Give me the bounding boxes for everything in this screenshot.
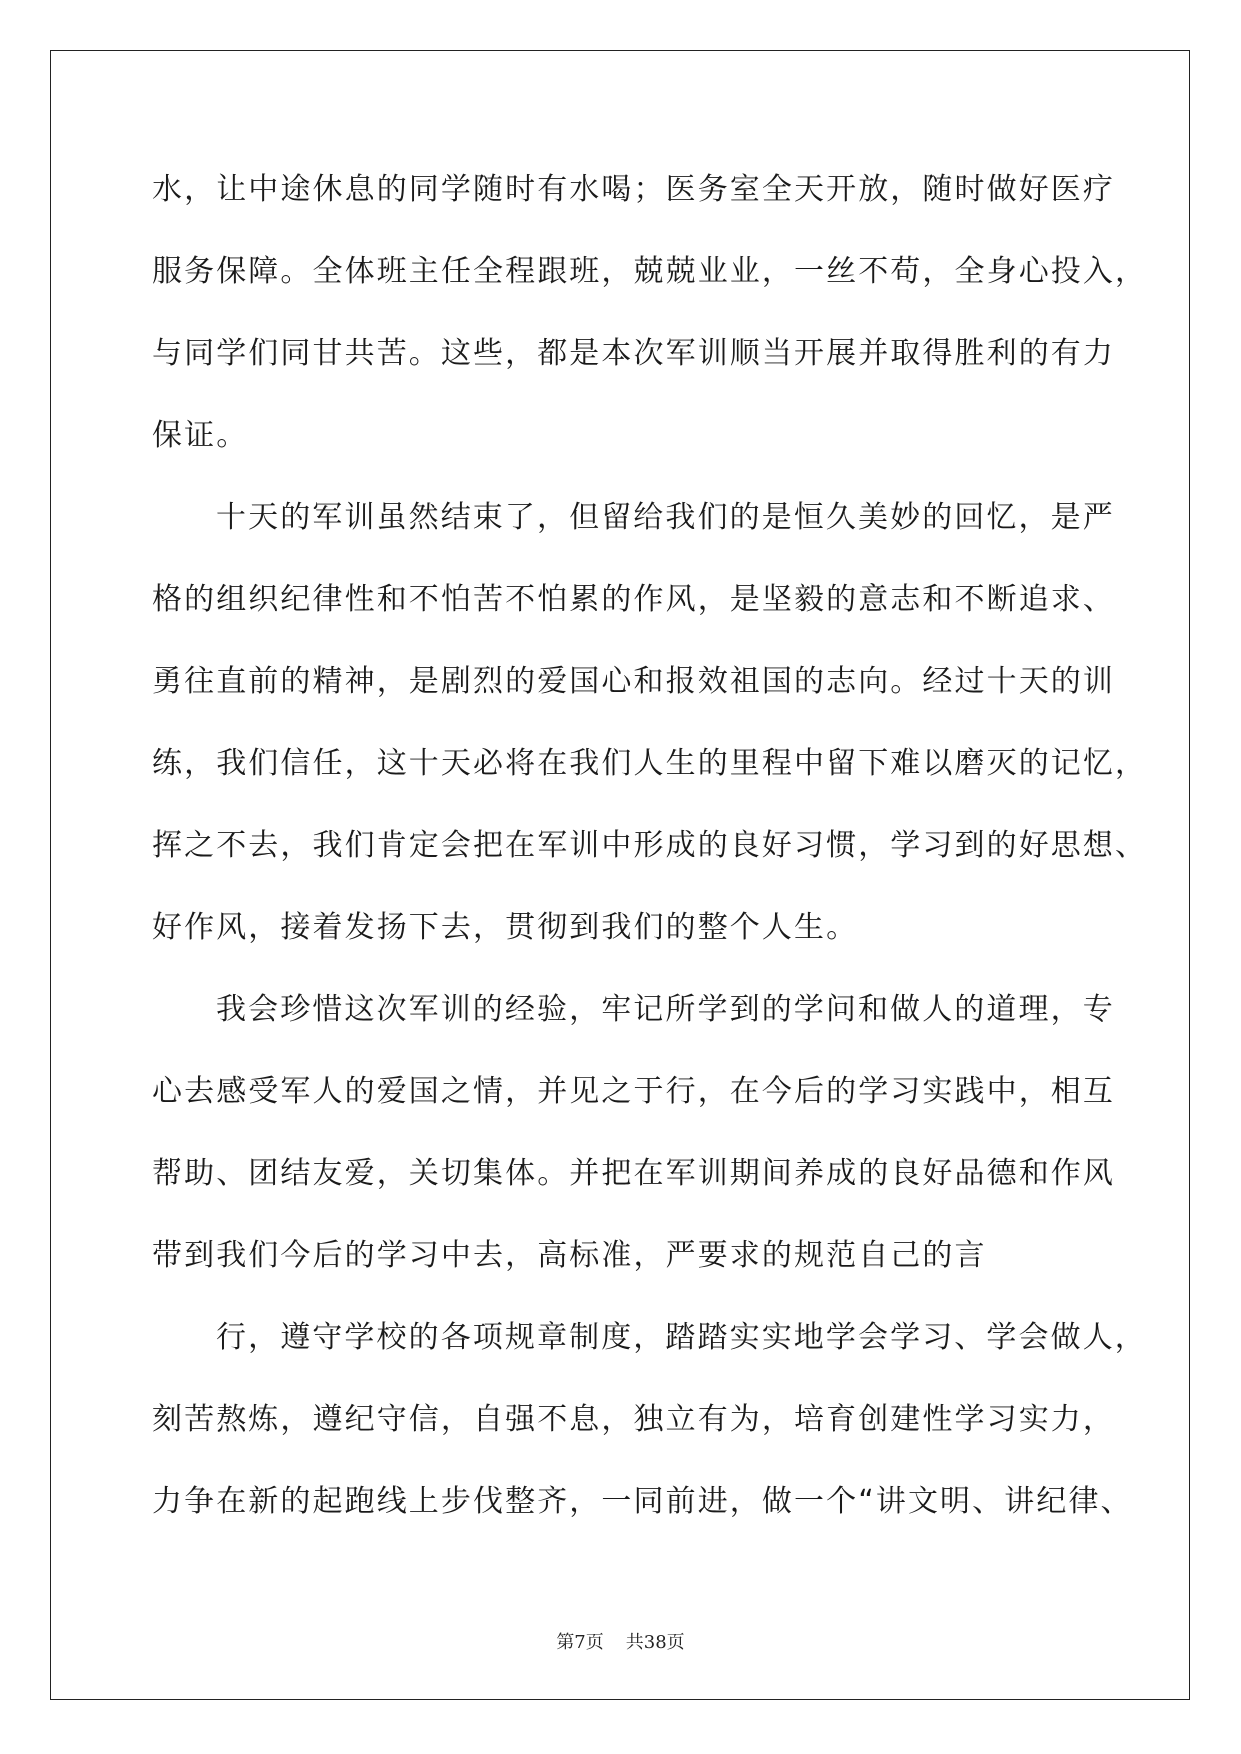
text-line: 勇往直前的精神，是剧烈的爱国心和报效祖国的志向。经过十天的训 (152, 664, 1115, 699)
text-line: 服务保障。全体班主任全程跟班，兢兢业业，一丝不苟，全身心投入， (152, 254, 1148, 289)
text-line: 与同学们同甘共苦。这些，都是本次军训顺当开展并取得胜利的有力 (152, 336, 1115, 371)
page-footer (0, 1628, 1241, 1654)
document-body (152, 162, 1148, 1556)
text-line: 行，遵守学校的各项规章制度，踏踏实实地学会学习、学会做人， (216, 1320, 1147, 1355)
text-line: 好作风，接着发扬下去，贯彻到我们的整个人生。 (152, 910, 859, 945)
text-line: 心去感受军人的爱国之情，并见之于行，在今后的学习实践中，相互 (152, 1074, 1115, 1109)
text-line: 挥之不去，我们肯定会把在军训中形成的良好习惯，学习到的好思想、 (152, 828, 1148, 863)
text-line: 练，我们信任，这十天必将在我们人生的里程中留下难以磨灭的记忆， (152, 746, 1148, 781)
text-line: 力争在新的起跑线上步伐整齐，一同前进，做一个“讲文明、讲纪律、 (152, 1484, 1133, 1519)
text-line: 刻苦熬炼，遵纪守信，自强不息，独立有为，培育创建性学习实力， (152, 1402, 1115, 1437)
text-line: 带到我们今后的学习中去，高标准，严要求的规范自己的言 (152, 1238, 987, 1273)
page-total: 共38页 (625, 1632, 685, 1653)
text-line: 格的组织纪律性和不怕苦不怕累的作风，是坚毅的意志和不断追求、 (152, 582, 1115, 617)
text-line: 水，让中途休息的同学随时有水喝；医务室全天开放，随时做好医疗 (152, 172, 1115, 207)
text-line: 帮助、团结友爱，关切集体。并把在军训期间养成的良好品德和作风 (152, 1156, 1115, 1191)
text-line: 我会珍惜这次军训的经验，牢记所学到的学问和做人的道理，专 (216, 992, 1115, 1027)
page-number: 第7页 (556, 1632, 604, 1653)
text-line: 保证。 (152, 418, 249, 453)
text-line: 十天的军训虽然结束了，但留给我们的是恒久美妙的回忆，是严 (216, 500, 1115, 535)
